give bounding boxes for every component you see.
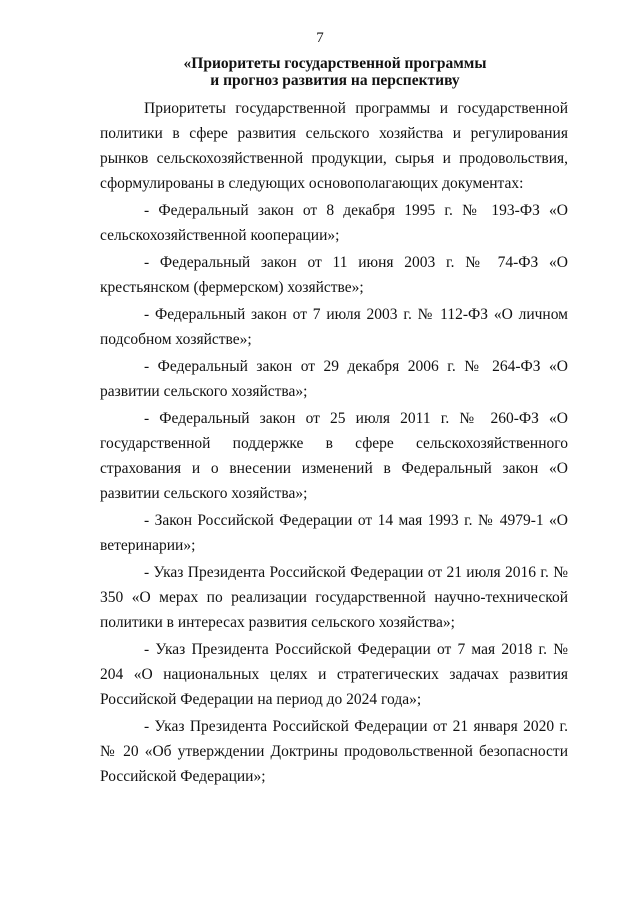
list-item-law-193-fz: - Федеральный закон от 8 декабря 1995 г. № 193-ФЗ «О сельскохозяйственной кооперации»; — [100, 202, 568, 244]
document-body — [100, 96, 568, 789]
list-item-decree-204: - Указ Президента Российской Федерации от 7 мая 2018 г. № 204 «О национальных целях и стратегических задачах развития Российской Федерации на период до 2024 года»; — [100, 641, 568, 708]
intro-paragraph: Приоритеты государственной программы и государственной политики в сфере развития сельского хозяйства и регулирования рынков сельскохозяйственной продукции, сырья и продовольствия, сформулированы в следующих основополагающих документах: — [100, 100, 568, 192]
section-title-line-1: «Приоритеты государственной программы — [183, 55, 487, 72]
section-title — [100, 55, 570, 89]
list-item-law-4979-1: - Закон Российской Федерации от 14 мая 1993 г. № 4979-1 «О ветеринарии»; — [100, 512, 568, 554]
list-item-decree-20: - Указ Президента Российской Федерации от 21 января 2020 г. № 20 «Об утверждении Доктрины продовольственной безопасности Российской Федерации»; — [100, 718, 568, 785]
section-title-line-2: и прогноз развития на перспективу — [210, 72, 460, 89]
list-item-law-264-fz: - Федеральный закон от 29 декабря 2006 г. № 264-ФЗ «О развитии сельского хозяйства»; — [100, 358, 568, 400]
list-item-law-112-fz: - Федеральный закон от 7 июля 2003 г. № 112-ФЗ «О личном подсобном хозяйстве»; — [100, 306, 568, 348]
list-item-decree-350: - Указ Президента Российской Федерации от 21 июля 2016 г. № 350 «О мерах по реализации государственной научно-технической политики в интересах развития сельского хозяйства»; — [100, 564, 568, 631]
page-number: 7 — [316, 30, 324, 46]
list-item-law-260-fz: - Федеральный закон от 25 июля 2011 г. № 260-ФЗ «О государственной поддержке в сфере сельскохозяйственного страхования и о внесении изменений в Федеральный закон «О развитии сельского хозяйства»; — [100, 410, 568, 502]
list-item-law-74-fz: - Федеральный закон от 11 июня 2003 г. № 74-ФЗ «О крестьянском (фермерском) хозяйстве»; — [100, 254, 568, 296]
